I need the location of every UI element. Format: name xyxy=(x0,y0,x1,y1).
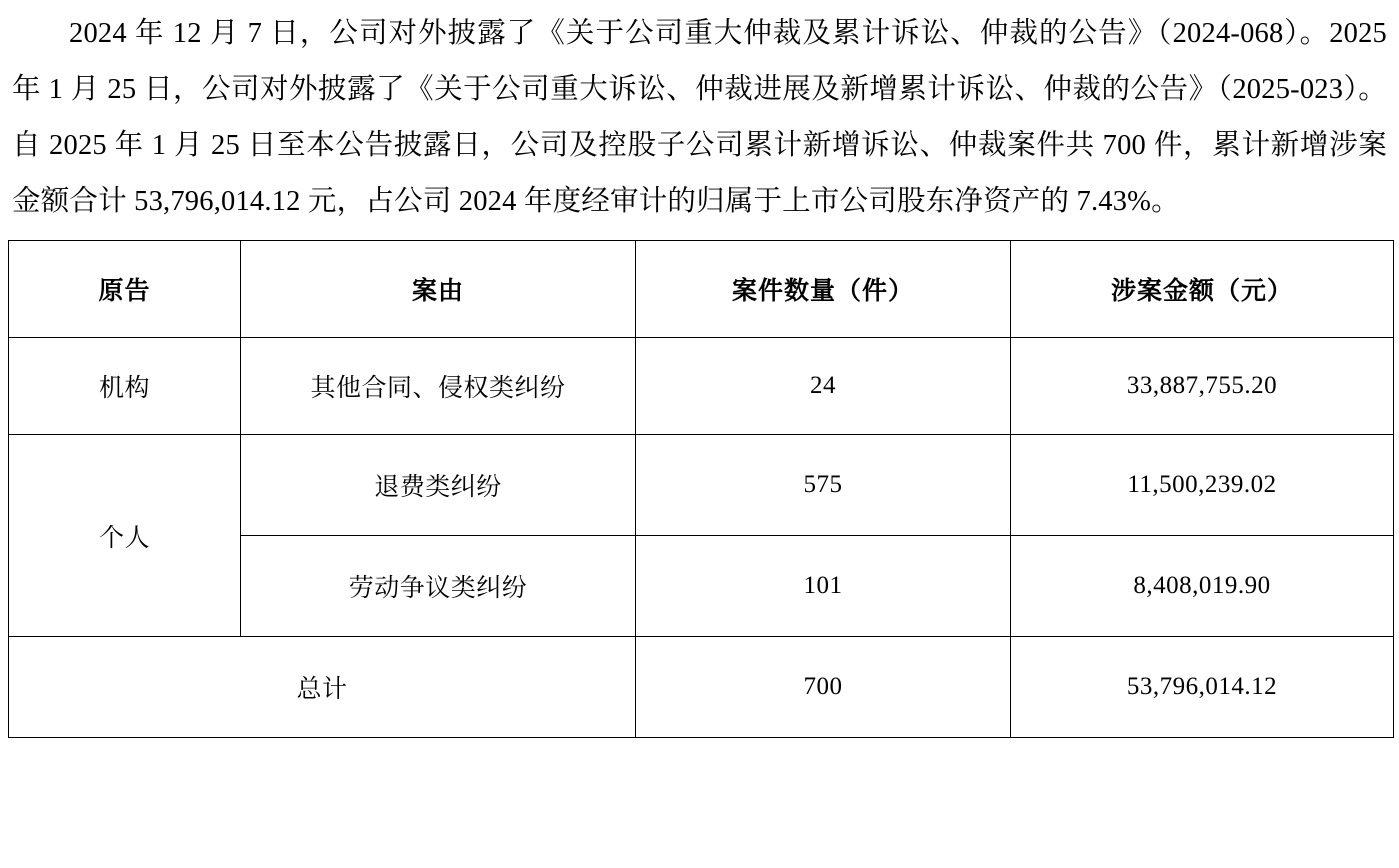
table-header-row xyxy=(9,241,1394,338)
cell-amount-labor-dispute: 8,408,019.90 xyxy=(1011,536,1394,637)
column-header-plaintiff: 原告 xyxy=(9,241,241,338)
table-row-total xyxy=(9,637,1394,738)
cell-amount-other-contract: 33,887,755.20 xyxy=(1011,338,1394,435)
cell-amount-refund: 11,500,239.02 xyxy=(1011,435,1394,536)
column-header-amount: 涉案金额（元） xyxy=(1011,241,1394,338)
table-row xyxy=(9,338,1394,435)
table-header xyxy=(9,241,1394,338)
cell-count-other-contract: 24 xyxy=(636,338,1011,435)
table-row xyxy=(9,435,1394,536)
cell-plaintiff-individual: 个人 xyxy=(9,435,241,637)
column-header-cause: 案由 xyxy=(241,241,636,338)
cell-total-amount: 53,796,014.12 xyxy=(1011,637,1394,738)
cell-count-refund: 575 xyxy=(636,435,1011,536)
announcement-paragraph: 2024 年 12 月 7 日，公司对外披露了《关于公司重大仲裁及累计诉讼、仲裁的公告》（2024-068）。2025 年 1 月 25 日，公司对外披露了《关于公司重大诉讼、仲裁进展及新增累计诉讼、仲裁的公告》（2025-023）。自 2025 年 1 月 25 日至本公告披露日，公司及控股子公司累计新增诉讼、仲裁案件共 700 件，累计新增涉案金额合计 53,796,014.12 元，占公司 2024 年度经审计的归属于上市公司股东净资产的 7.43%。 xyxy=(12,18,1387,217)
table-body xyxy=(9,338,1394,738)
cell-total-count: 700 xyxy=(636,637,1011,738)
cell-plaintiff-institution: 机构 xyxy=(9,338,241,435)
cell-total-label: 总计 xyxy=(9,637,636,738)
cell-cause-other-contract: 其他合同、侵权类纠纷 xyxy=(241,338,636,435)
cell-count-labor-dispute: 101 xyxy=(636,536,1011,637)
column-header-count: 案件数量（件） xyxy=(636,241,1011,338)
cell-cause-refund: 退费类纠纷 xyxy=(241,435,636,536)
cell-cause-labor-dispute: 劳动争议类纠纷 xyxy=(241,536,636,637)
litigation-summary-table xyxy=(8,240,1394,738)
